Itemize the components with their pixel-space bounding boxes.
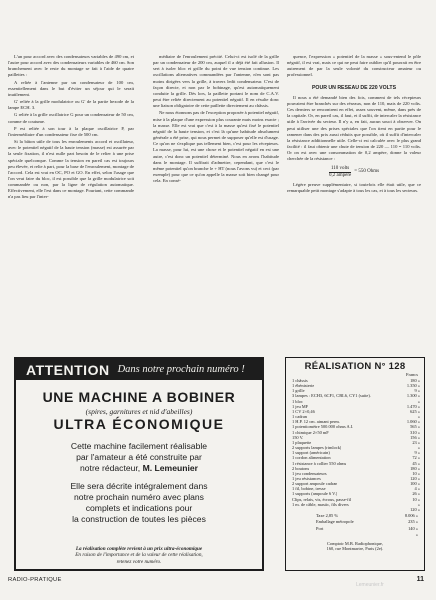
article-paragraph: P est reliée à son tour à la plaque oscillatrice P, par l'intermédiaire d'un condensateur fixe de 500 cm. — [8, 125, 134, 137]
article-paragraph: quence, l'expression « potentiel de la masse » sous-entend le pôle négatif, il est vrai, mais ce qui ne peut faire oublier qu'il pourrait en être autrement de par la seule volonté du constructeur amateur ou professionnel. — [287, 54, 421, 78]
ad-author: M. Lemeunier — [142, 463, 198, 473]
article-paragraph: A reliée à l'antenne par un condensateur de 100 cm, essentiellement dans le but d'éviter un séjour qui le serait inutilement. — [8, 79, 134, 97]
ad-body-line: la construction de toutes les pièces — [72, 514, 206, 524]
article-column-1 — [8, 54, 134, 202]
ad-body-line: Elle sera décrite intégralement dans — [70, 481, 208, 491]
formula-result: = 550 Ohms — [354, 169, 380, 175]
attention-title: ATTENTION — [26, 361, 110, 378]
currency-header: Francs — [406, 372, 418, 377]
parts-row: 1 jeu MF 1.470 » — [292, 403, 420, 409]
article-paragraph: Ne nous étonnons pas de l'exception proposée à potentiel négatif, mise à la plaque d'une expression plus courante mais moins exacte ; la masse. Elle est vrai que c'est à la masse qu'est fixé le potentiel négatif de la haute tension, et c'est là qu'une habitude absolument générale a été prise, qui nous permet de supposer qu'elle est d'usage. Ce qu'on ne s'explique pas tellement bien, c'est pour les récepteurs. La masse, pour lui, est une chose et le potentiel négatif en est une autre, c'est donc un potentiel déterminé. Nous en avons l'habitude dans le montage. Il suffirait d'admettre, cependant, que c'est le même potentiel qu'on branche le + HT (nous l'avons vu) et ceci (par exemple) pour que ce qu'on appelle la masse soit bien changé pour cela. En consé- — [153, 110, 279, 184]
parts-row: Port 140 » — [316, 525, 418, 531]
parts-row: 1 jeu condensateurs 10 » — [292, 470, 420, 476]
parts-row: 1 ébénisterie 1.350 » — [292, 383, 420, 389]
article-paragraph: Si la bâton utile de tous les enroulements accord et oscillateur, avec le potentiel négatif de la haute tension (masse) est assurée par la seule fixation, il n'est nulle part besoin de le relier à une prise spéciale quelconque. Comme la tension en pareil cas est toujours peu élevée, et relie à part, pour la base de l'enroulement, montage de l'accord. Cela est vrai en OC, PO et GO. En effet, selon l'usage que l'on veut faire du bloc, il est possible que la grille modulatrice soit commandée ou non, par la ligne de régulation automatique. Effectivement, elle l'est dans ce montage. Pourtant, cette commande n'a pas lieu par l'inter- — [8, 139, 134, 200]
article-paragraph: L'un pour accord avec des condensateurs variables de 490 cm, et l'autre pour accord avec des condensateurs variables de 460 cm. Son branchement avec le reste du montage se fait à l'aide de quatre paillettes : — [8, 54, 134, 78]
watermark: Lemeunier.fr — [356, 582, 384, 588]
ad-headline-2: ULTRA ÉCONOMIQUE — [53, 416, 225, 432]
formula-denominator: 0,2 ampère — [329, 172, 352, 178]
parts-row: 1 résistance à collier 550 ohms 45 » — [292, 460, 420, 466]
ad-subheadline: (spires, garnitures et nid d'abeilles) — [85, 407, 193, 416]
ad-body-2 — [16, 481, 262, 525]
article-paragraph: Il nous a été demandé bien des fois, comment de tels récepteurs pouvaient être branchés sur des réseaux, non de 110, mais de 220 volts. Ces derniers se rencontrent en effet, assez souvent, même, dans près de la capitale. Or, en pareil cas, il faut, et il suffit, de intercaler la résistance utile à l'arrivée du secteur. Il n'y a, en fait, aucun souci à observer. On peut utiliser une des prises spéciales que l'on tient en partie pour le ramener dans des prix aussi réduits que possible, où il suffit d'intercaler la résistance additionnelle utile. Celle-ci est calculée avec le plus grand facilité : il faut obtenir une chute de tension de 220 — 110 = 110 volts. Or on est avec une consommation de 0,2 ampère, donne la valeur cherchée de la résistance : — [287, 94, 421, 162]
article-paragraph: Légère preuve supplémentaire, si toutefois elle était utile, que ce remarquable petit montage s'adapte à tous les cas, et à tous les secteurs. — [287, 181, 421, 193]
parts-row: 120 » — [410, 506, 420, 512]
parts-row: Emballage métropole 235 » — [316, 519, 418, 525]
supplier-caption: Comptoir M.B. Radiophonique, 160, rue Montmartre, Paris (2e). — [326, 540, 384, 552]
parts-row: 2 support ampoule cadran 100 » — [292, 481, 420, 487]
article-column-2 — [153, 54, 279, 185]
page-number: 11 — [416, 576, 424, 583]
ad-body-line: notre prochain numéro avec plans — [74, 492, 204, 502]
ad-body-line: par l'amateur a été construite par — [76, 452, 202, 462]
article-column-3 — [287, 54, 421, 195]
section-heading: POUR UN RESEAU DE 220 VOLTS — [311, 84, 397, 91]
parts-row: 1 plaquette 23 » — [292, 439, 420, 445]
journal-name: RADIO-PRATIQUE — [8, 577, 62, 583]
parts-row: 1 potentiomètre 500.000 ohms A.I. 565 » — [292, 424, 420, 430]
parts-row: 1 fil, bobine, tresse 4 » — [292, 486, 420, 492]
parts-row: Clips, relais, vis, écrous, passe-fil 10 » — [292, 496, 420, 502]
parts-row: 1 m. de câble, mastic, fils divers » — [292, 501, 420, 507]
parts-row: 2 boutons 180 » — [292, 465, 420, 471]
attention-subtitle: Dans notre prochain numéro ! — [117, 364, 245, 375]
parts-list-totals — [286, 512, 424, 538]
parts-row: 150 V. 156 » — [292, 434, 420, 440]
parts-row: 1 bloc » — [292, 398, 420, 404]
ad-body-1 — [16, 441, 262, 474]
parts-list-rows — [286, 378, 424, 512]
parts-row: 1 jeu résistances 120 » — [292, 475, 420, 481]
ad-footnote: La réalisation complète revient à un prix ultra-économique En raison de l'importance et de la valeur de cette réalisation, retenez votre numéro. — [75, 545, 203, 565]
parts-row: 1 châssis 180 » — [292, 378, 420, 383]
formula-numerator: 110 volts — [329, 166, 351, 173]
parts-row: 2 supports lampes (rimlock) » — [292, 445, 420, 451]
article-paragraph: G' reliée à la grille modulatrice ou G' de la partie hexode de la lampe ECH. 3. — [8, 99, 134, 111]
ad-body-line: Cette machine facilement réalisable — [70, 441, 208, 451]
parts-row: 1 chimique 2×50 mF 310 » — [292, 429, 420, 435]
attention-banner — [16, 359, 262, 380]
ad-headline: UNE MACHINE A BOBINER — [42, 389, 236, 405]
parts-row: 1 cordon alimentation 72 » — [292, 455, 420, 461]
article-paragraph: G reliée à la grille oscillatrice G pour un condensateur de 50 cm, comme de coutume. — [8, 112, 134, 124]
ad-body-line: notre rédacteur, M. Lemeunier — [80, 463, 198, 473]
parts-row: » — [415, 532, 418, 538]
parts-list-box — [285, 357, 425, 571]
parts-row: 1 cadran » — [292, 414, 420, 420]
parts-row: Taxe 2,85 % 8.006 » — [316, 513, 418, 519]
parts-row: 1 CV 2×0,46 625 » — [292, 408, 420, 414]
parts-row: 3 lampes : ECH3, 6CF1, CBL6, CY1 (suite). 1.300 » — [292, 393, 420, 399]
ad-body-line: complets et indications pour — [85, 503, 193, 513]
announcement-box — [14, 357, 264, 571]
article-paragraph: médiaire de l'enroulement précité. Celui-ci est isolé de la grille par un condensateur de 200 cm, auquel il a déjà été fait allusion. Il sert à isoler bloc et grille du point de vue tension continue. Les oscillations alternatives commandées par l'antenne, n'en sont pas moins dirigées vers la grille, à travers ledit condensateur. C'est de façon directe, et non par le bobinage, qu'est automatiquement conduite la grille. Dès lors, la paillette portant le nom de C.A.V. peut être reliée directement au potentiel négatif. Il en résulte donc une liaison obligatoire de cette paillette directement au châssis. — [153, 54, 279, 109]
parts-row: 1 supports (ampoule 6 V.) 26 » — [292, 491, 420, 497]
parts-row: 1 H.P. 12 cm. aimant perm. 1.060 » — [292, 419, 420, 425]
resistance-formula — [287, 166, 421, 179]
parts-row: 1 support (américain) 9 » — [292, 450, 420, 456]
parts-row: 1 grille 9 » — [292, 388, 420, 394]
parts-list-title: RÉALISATION N° 128 — [304, 361, 406, 372]
